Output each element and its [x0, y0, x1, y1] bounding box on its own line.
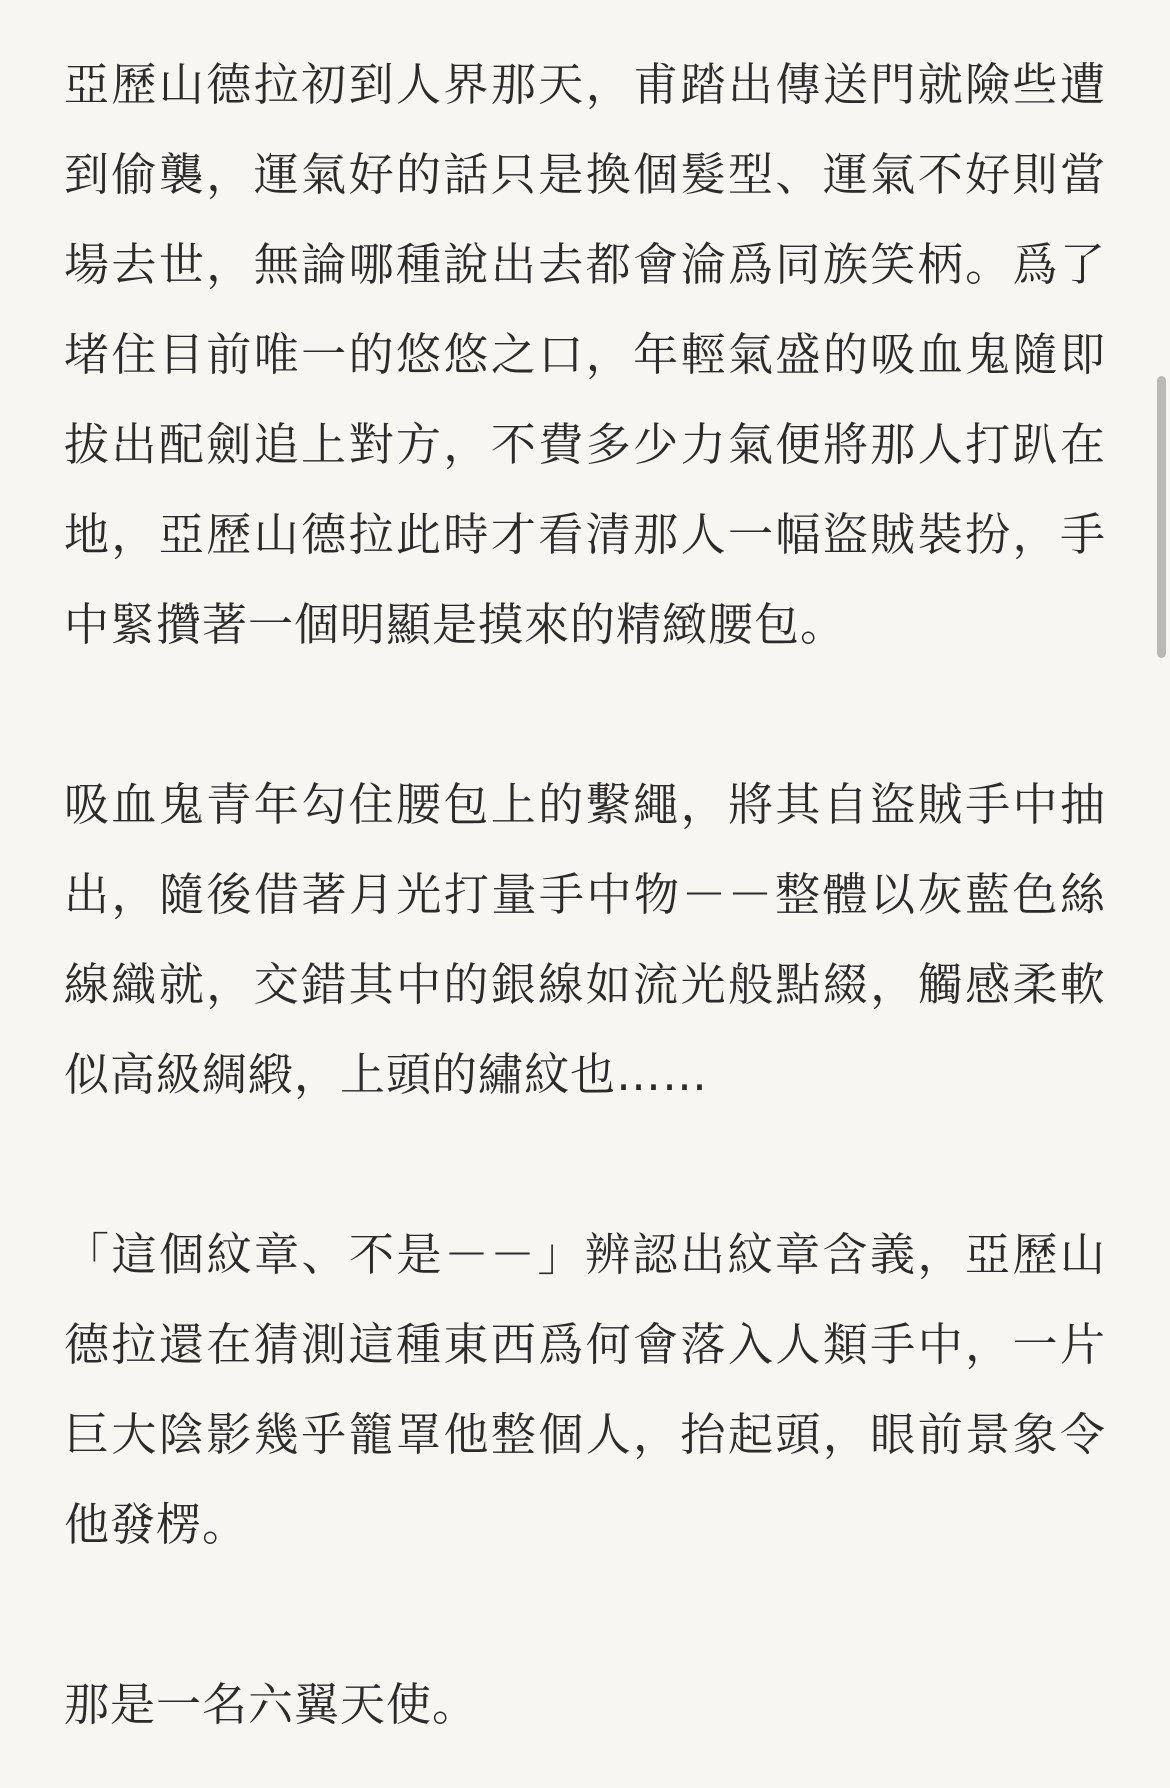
- article-body: [64, 40, 1106, 1750]
- paragraph-4: 那是一名六翼天使。: [64, 1678, 479, 1731]
- paragraph-2: 吸血鬼青年勾住腰包上的繫繩，將其自盜賊手中抽出，隨後借著月光打量手中物－－整體以灰藍色絲線織就，交錯其中的銀線如流光般點綴，觸感柔軟似高級綢緞，上頭的繡紋也……: [64, 778, 1106, 1101]
- paragraph-3: 「這個紋章、不是－－」辨認出紋章含義，亞歷山德拉還在猜測這種東西爲何會落入人類手中，一片巨大陰影幾乎籠罩他整個人，抬起頭，眼前景象令他發楞。: [64, 1228, 1106, 1551]
- paragraph-1: 亞歷山德拉初到人界那天，甫踏出傳送門就險些遭到偷襲，運氣好的話只是換個髮型、運氣不好則當場去世，無論哪種說出去都會淪爲同族笑柄。爲了堵住目前唯一的悠悠之口，年輕氣盛的吸血鬼隨即拔出配劍追上對方，不費多少力氣便將那人打趴在地，亞歷山德拉此時才看清那人一幅盜賊裝扮，手中緊攢著一個明顯是摸來的精緻腰包。: [64, 58, 1106, 651]
- scrollbar[interactable]: [1156, 0, 1170, 1788]
- scrollbar-thumb[interactable]: [1157, 376, 1166, 658]
